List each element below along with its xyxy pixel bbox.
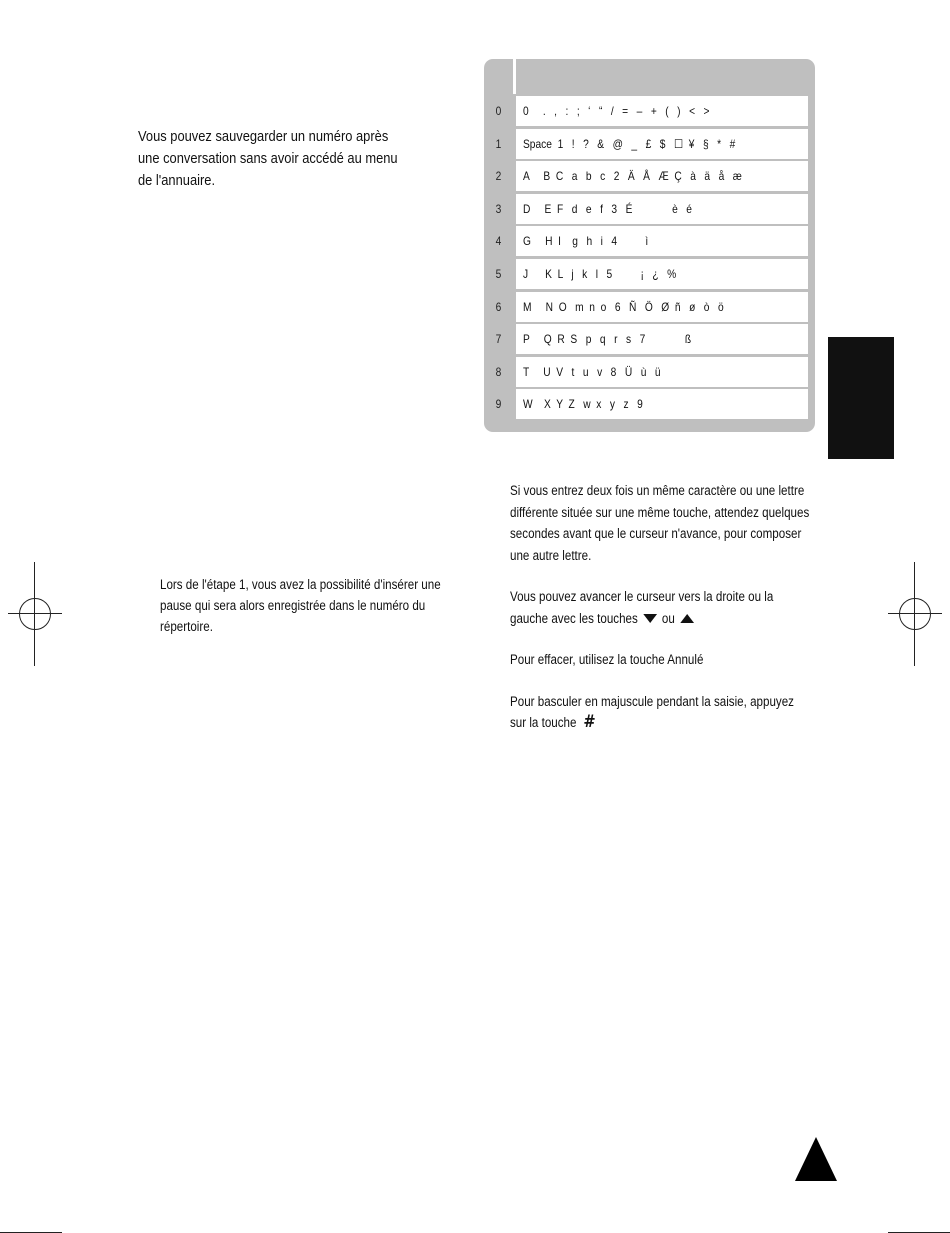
note-uppercase: Pour basculer en majuscule pendant la saisie, appuyez sur la touche # [510, 693, 794, 732]
table-row [484, 226, 815, 259]
row-chars: 0 . , : ; ‘ “ / = – + ( ) < > [516, 96, 808, 126]
row-chars: M N O m n o 6 Ñ Ö Ø ñ ø ò ö [516, 292, 808, 322]
table-row [484, 161, 815, 194]
row-chars: Space 1 ! ? & @ _ £ $ ☐ ¥ § * # [516, 129, 808, 159]
table-row [484, 357, 815, 390]
table-row [484, 96, 815, 129]
row-key: 1 [495, 136, 502, 151]
note-cursor: Vous pouvez avancer le curseur vers la droite ou la gauche avec les touches ou [510, 589, 774, 626]
row-chars: T U V t u v 8 Ü ù ü [516, 357, 808, 387]
character-table [484, 59, 815, 432]
row-chars: A B C a b c 2 Ä Å Æ Ç à ä å æ [516, 161, 808, 191]
right-notes [510, 480, 811, 754]
note-delete: Pour effacer, utilisez la touche Annulé [510, 652, 704, 667]
row-chars: W X Y Z w x y z 9 [516, 389, 808, 419]
intro-text: Vous pouvez sauvegarder un numéro après une conversation sans avoir accédé au menu de l'annuaire. [138, 128, 398, 189]
table-row [484, 324, 815, 357]
row-key: 2 [495, 169, 502, 184]
row-key: 0 [495, 104, 502, 118]
table-rows [484, 96, 815, 422]
row-chars: D E F d e f 3 É è é [516, 194, 808, 224]
section-tab [828, 337, 894, 459]
note-repeat-char: Si vous entrez deux fois un même caractère ou une lettre différente située sur une même touche, attendez quelques secondes avant que le curseur n'avance, pour composer une autre lettre. [510, 483, 810, 563]
row-key: 6 [495, 299, 502, 314]
table-header-divider [513, 59, 516, 94]
table-row [484, 389, 815, 422]
table-row [484, 292, 815, 325]
table-row [484, 259, 815, 292]
hash-key-icon: # [583, 712, 596, 732]
table-row [484, 194, 815, 227]
row-key: 9 [495, 397, 502, 412]
row-chars: J K L j k l 5 ¡ ¿ % [516, 259, 808, 289]
row-chars: G H I g h i 4 ì [516, 226, 808, 256]
row-key: 8 [495, 364, 502, 379]
note-pause: Lors de l'étape 1, vous avez la possibilité d'insérer une pause qui sera alors enregistrée dans le numéro du répertoire. [160, 577, 441, 634]
row-key: 4 [495, 234, 502, 249]
row-chars: P Q R S p q r s 7 ß [516, 324, 808, 354]
triangle-up-icon [680, 614, 694, 623]
row-key: 3 [495, 201, 502, 216]
triangle-down-icon [643, 614, 657, 623]
table-header [516, 59, 815, 94]
row-key: 5 [495, 266, 502, 281]
row-key: 7 [495, 332, 502, 347]
page-triangle-icon [795, 1137, 837, 1181]
table-row [484, 129, 815, 162]
